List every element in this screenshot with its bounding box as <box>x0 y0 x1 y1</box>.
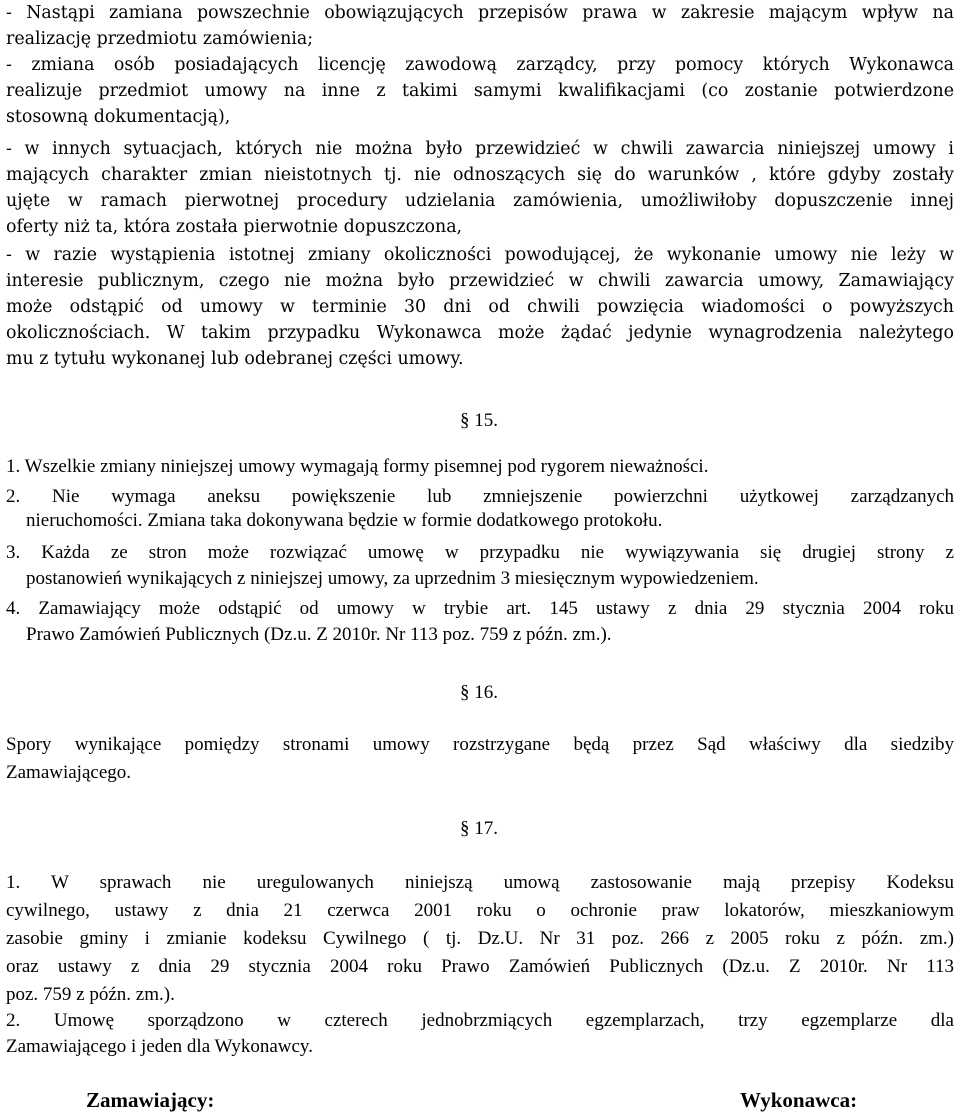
text-line: interesie publicznym, czego nie można było przewidzieć w chwili zawarcia umowy, Zamawiający <box>6 271 954 291</box>
text-line: 2. Umowę sporządzono w czterech jednobrzmiących egzemplarzach, trzy egzemplarze dla <box>6 1010 954 1031</box>
text-line: może odstąpić od umowy w terminie 30 dni od chwili powzięcia wiadomości o powyższych <box>6 297 954 317</box>
text-line: - w innych sytuacjach, których nie można było przewidzieć w chwili zawarcia niniejszej umowy i <box>6 139 954 159</box>
text-line: Zamawiającego i jeden dla Wykonawcy. <box>6 1036 313 1057</box>
text-line: oferty niż ta, która została pierwotnie dopuszczona, <box>6 217 463 237</box>
text-line: poz. 759 z późn. zm.). <box>6 984 175 1005</box>
text-line: stosowną dokumentacją), <box>6 107 231 127</box>
section-heading: § 16. <box>460 682 498 703</box>
text-line: ujęte w ramach pierwotnej procedury udzielania zamówienia, umożliwiłoby dopuszczenie innej <box>6 191 954 211</box>
text-line: 1. W sprawach nie uregulowanych niniejszą umową zastosowanie mają przepisy Kodeksu <box>6 872 954 893</box>
text-line: - w razie wystąpienia istotnej zmiany okoliczności powodującej, że wykonanie umowy nie leży w <box>6 245 954 265</box>
signature-label-client: Zamawiający: <box>86 1088 215 1112</box>
text-line: cywilnego, ustawy z dnia 21 czerwca 2001 roku o ochronie praw lokatorów, mieszkaniowym <box>6 900 954 921</box>
section-heading: § 17. <box>460 818 498 839</box>
text-line: zasobie gminy i zmianie kodeksu Cywilnego ( tj. Dz.U. Nr 31 poz. 266 z 2005 roku z późn. zm.) <box>6 928 954 949</box>
text-line: 4. Zamawiający może odstąpić od umowy w trybie art. 145 ustawy z dnia 29 stycznia 2004 roku <box>6 598 954 619</box>
text-line: mu z tytułu wykonanej lub odebranej części umowy. <box>6 349 464 369</box>
text-line: realizuje przedmiot umowy na inne z takimi samymi kwalifikacjami (co zostanie potwierdzone <box>6 81 954 101</box>
text-line: Zamawiającego. <box>6 762 132 783</box>
text-line: Prawo Zamówień Publicznych (Dz.u. Z 2010r. Nr 113 poz. 759 z późn. zm.). <box>26 624 612 645</box>
text-line: realizację przedmiotu zamówienia; <box>6 29 314 49</box>
section-heading: § 15. <box>460 410 498 431</box>
text-line: nieruchomości. Zmiana taka dokonywana będzie w formie dodatkowego protokołu. <box>26 510 663 531</box>
text-line: 2. Nie wymaga aneksu powiększenie lub zmniejszenie powierzchni użytkowej zarządzanych <box>6 486 954 507</box>
text-line: 3. Każda ze stron może rozwiązać umowę w przypadku nie wywiązywania się drugiej strony z <box>6 542 954 563</box>
text-line: 1. Wszelkie zmiany niniejszej umowy wymagają formy pisemnej pod rygorem nieważności. <box>6 456 709 477</box>
signature-label-contractor: Wykonawca: <box>740 1088 858 1112</box>
text-line: - zmiana osób posiadających licencję zawodową zarządcy, przy pomocy których Wykonawca <box>6 55 954 75</box>
text-line: - Nastąpi zamiana powszechnie obowiązujących przepisów prawa w zakresie mającym wpływ na <box>6 3 954 23</box>
text-line: postanowień wynikających z niniejszej umowy, za uprzednim 3 miesięcznym wypowiedzeniem. <box>26 568 759 589</box>
text-line: Spory wynikające pomiędzy stronami umowy rozstrzygane będą przez Sąd właściwy dla siedziby <box>6 734 954 755</box>
text-line: mających charakter zmian nieistotnych tj. nie odnoszących się do warunków , które gdyby zostały <box>6 165 954 185</box>
text-line: okolicznościach. W takim przypadku Wykonawca może żądać jedynie wynagrodzenia należytego <box>6 323 954 343</box>
text-line: oraz ustawy z dnia 29 stycznia 2004 roku Prawo Zamówień Publicznych (Dz.u. Z 2010r. Nr 113 <box>6 956 954 977</box>
